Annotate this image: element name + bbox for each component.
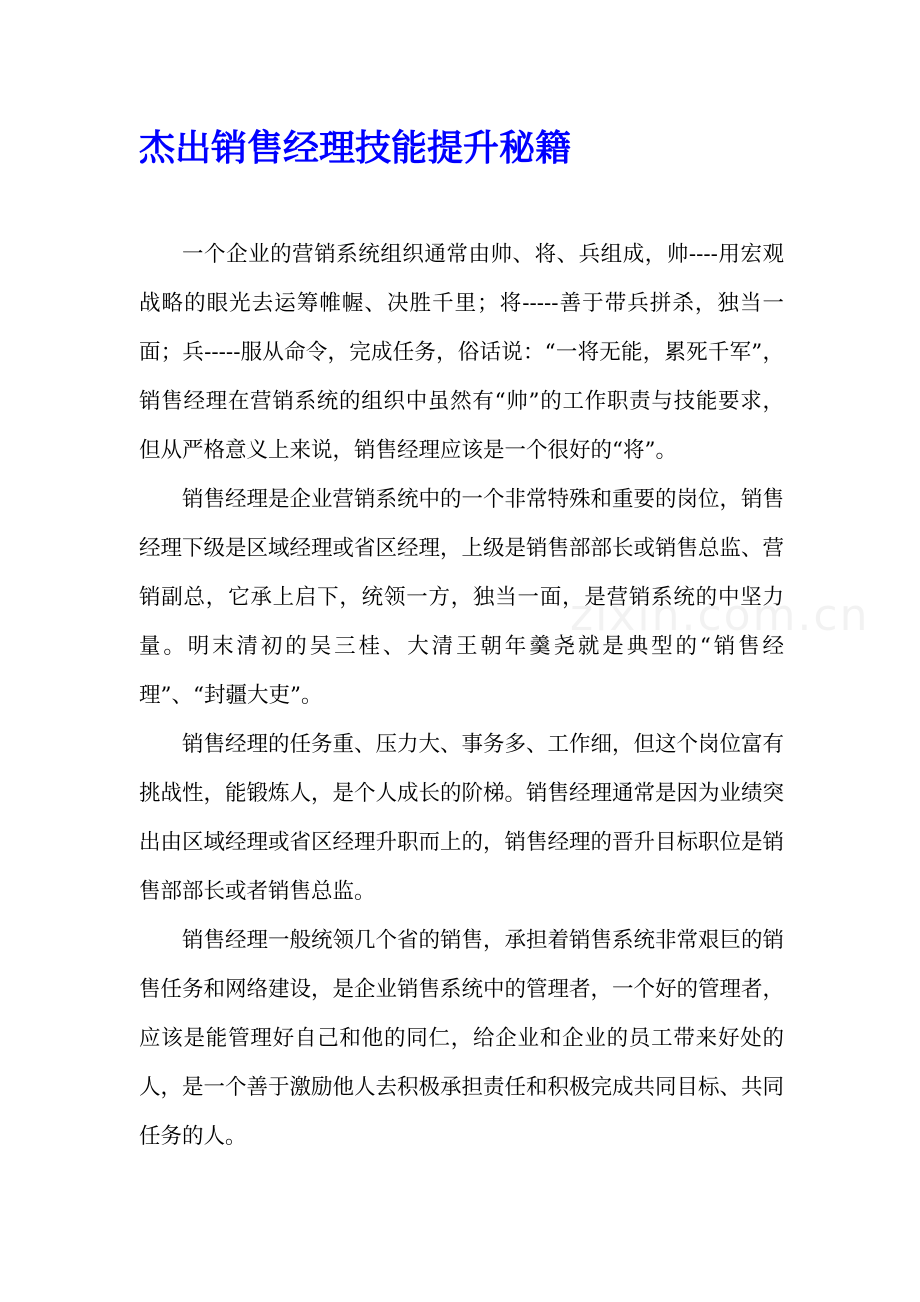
document-body (139, 230, 784, 1161)
document-title: 杰出销售经理技能提升秘籍 (139, 127, 572, 169)
watermark: zixin.com.cn (570, 590, 870, 641)
paragraph-2: 销售经理是企业营销系统中的一个非常特殊和重要的岗位，销售经理下级是区域经理或省区经理，上级是销售部部长或销售总监、营销副总，它承上启下，统领一方，独当一面，是营销系统的中坚力量。明末清初的吴三桂、大清王朝年羹尧就是典型的“销售经理”、“封疆大吏”。 (139, 487, 785, 708)
paragraph-1: 一个企业的营销系统组织通常由帅、将、兵组成，帅----用宏观战略的眼光去运筹帷幄、决胜千里；将-----善于带兵拼杀，独当一面；兵-----服从命令，完成任务，俗话说：“一将无能，累死千军”，销售经理在营销系统的组织中虽然有“帅”的工作职责与技能要求，但从严格意义上来说，销售经理应该是一个很好的“将”。 (139, 242, 784, 463)
paragraph-3: 销售经理的任务重、压力大、事务多、工作细，但这个岗位富有挑战性，能锻炼人，是个人成长的阶梯。销售经理通常是因为业绩突出由区域经理或省区经理升职而上的，销售经理的晋升目标职位是销售部部长或者销售总监。 (139, 732, 785, 904)
paragraph-4: 销售经理一般统领几个省的销售，承担着销售系统非常艰巨的销售任务和网络建设，是企业销售系统中的管理者，一个好的管理者，应该是能管理好自己和他的同仁，给企业和企业的员工带来好处的人，是一个善于激励他人去积极承担责任和积极完成共同目标、共同任务的人。 (139, 928, 785, 1149)
